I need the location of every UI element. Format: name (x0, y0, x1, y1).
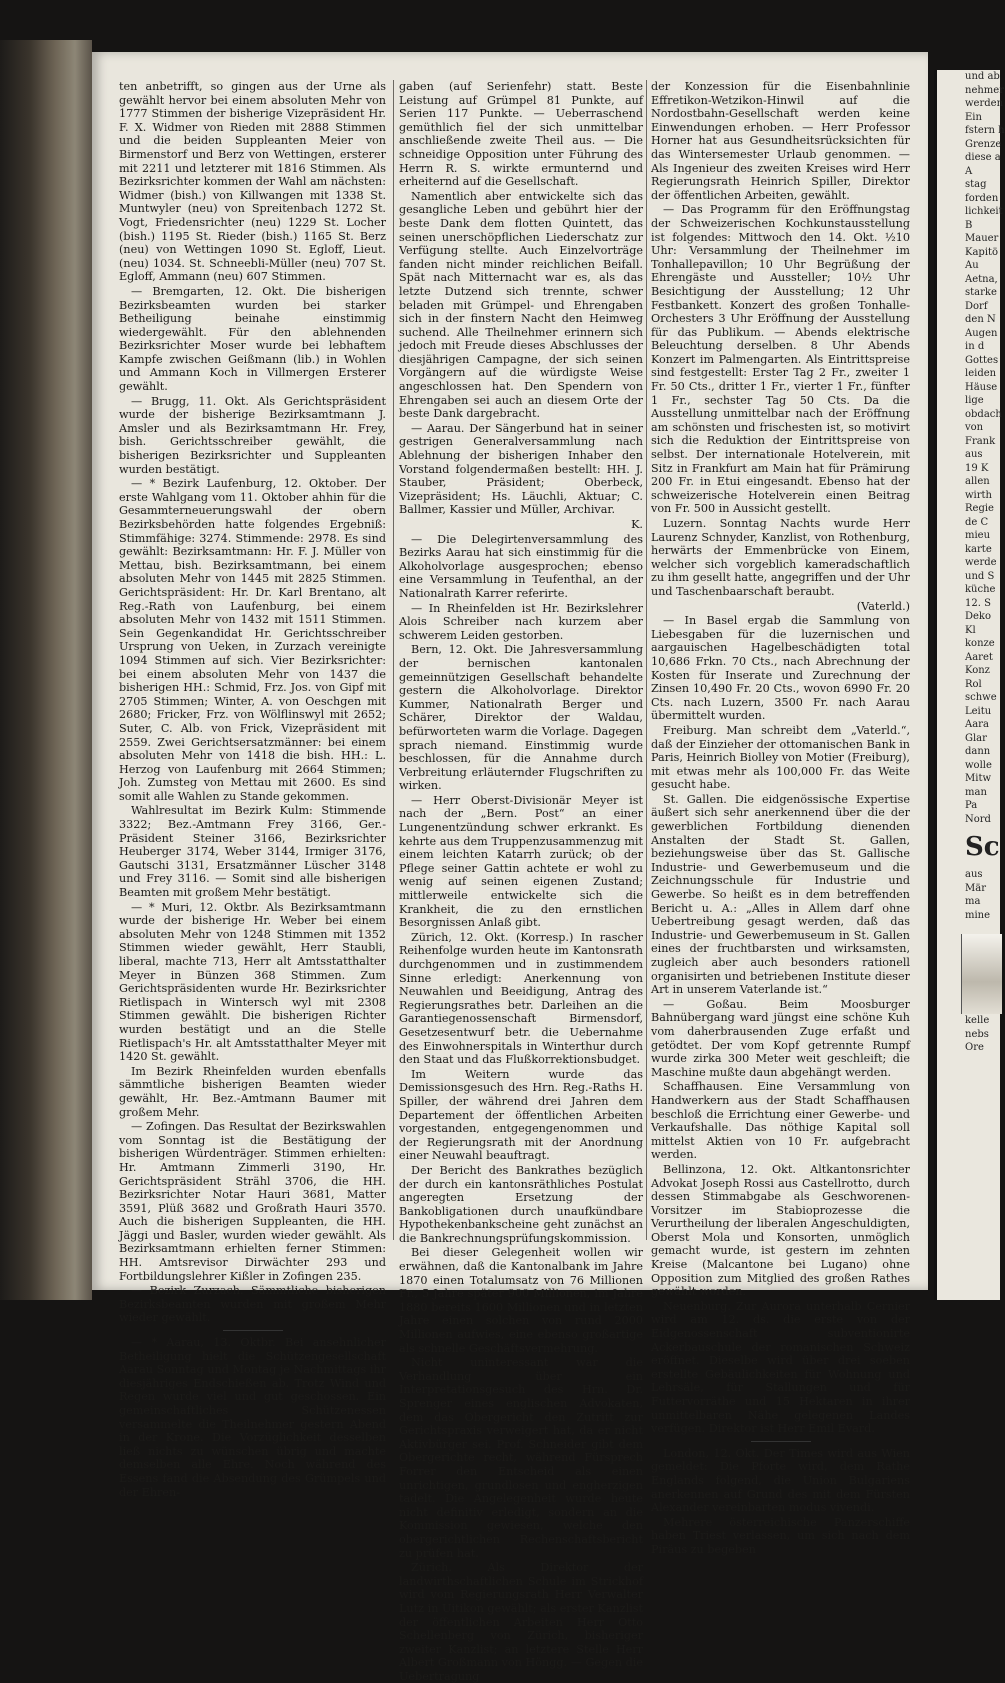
adjacent-page-fragment: kelle (965, 1015, 990, 1026)
adjacent-page-fragment: 12. S (965, 597, 991, 609)
adjacent-page-fragment: und ab (965, 71, 1000, 82)
adjacent-page-fragment: küche (965, 584, 996, 595)
adjacent-page-fragment: Sc (965, 832, 1000, 862)
adjacent-page-fragment: Dorf (965, 300, 988, 312)
adjacent-page-fragment: diese a (965, 152, 1001, 163)
adjacent-page-fragment: Mauer (965, 233, 999, 244)
adjacent-page-fragment: de C (965, 516, 989, 528)
article-paragraph: — In Rheinfelden ist Hr. Bezirkslehrer Alois Schreiber nach kurzem aber schwerem Leiden gestorben. (399, 601, 643, 642)
adjacent-page-fragment: in d (965, 341, 985, 352)
article-paragraph: Bei dieser Gelegenheit wollen wir erwähnen, daß die Kantonalbank im Jahre 1870 einen Totalumsatz von 76 Millionen Fr., 5 Jahre später 900 Millionen, im Jahre 1880 bereits 1600 Millionen und in letzten Jahre einen solchen von rund 2000 Millionen aufwies, eine ebenso großartige als schnelle Geschäftsvermehrung. (399, 1246, 643, 1355)
article-paragraph: — * Bezirk Laufenburg, 12. Oktober. Der erste Wahlgang vom 11. Oktober ahhin für die Gesammterneuerungswahl der obern Bezirksbehörden hatte folgendes Ergebniß: Stimmfähige: 3274. Stimmende: 2978. Es sind gewählt: Bezirksamtmann: Hr. F. J. Müller von Mettau, bish. Bezirksamtmann, bei einem absoluten Mehr von 1445 mit 2825 Stimmen. Gerichtspräsident: Hr. Dr. Karl Brentano, alt Reg.-Rath von Laufenburg, bei einem absoluten Mehr von 1432 mit 1511 Stimmen. Sein Gegenkandidat Hr. Gerichtsschreiber Ursprung von Ueken, in Zurzach vereinigte 1094 Stimmen auf sich. Vier Bezirksrichter: bei einem absoluten Mehr von 1437 die bisherigen HH.: Schmid, Frz. Jos. von Gipf mit 2705 Stimmen; Winter, A. von Oeschgen mit 2680; Fricker, Frz. von Wölflinswyl mit 2652; Suter, C. Alb. von Frick, Vizepräsident mit 2559. Zwei Gerichtsersatzmänner: bei einem absoluten Mehr von 1418 die bish. HH.: L. Herzog von Laufenburg mit 2664 Stimmen; Joh. Zumsteg von Mettau mit 2600. Es sind somit alle Wahlen zu Stande gekommen. (119, 477, 386, 803)
article-paragraph: St. Gallen. Die eidgenössische Expertise äußert sich sehr anerkennend über die der gewerblichen Fortbildung dienenden Anstalten der Stadt St. Gallen, beziehungsweise über das St. Gallische Industrie- und Gewerbemuseum und die Zeichnungsschule für Industrie und Gewerbe. So heißt es in dem betreffenden Bericht u. A.: „Alles in Allem darf ohne Uebertreibung gesagt werden, daß das Industrie- und Gewerbemuseum in St. Gallen eines der fruchtbarsten und wirksamsten, zugleich aber auch besonders rationell organisirten und betriebenen Institute dieser Art in unserem Vaterlande ist.“ (651, 792, 910, 997)
adjacent-page-fragment: nebs (965, 1028, 989, 1040)
article-paragraph: — * Aarau, 13. Oktbr. Bei ansehnlicher Betheiligung hielt die Schützengesellschaft Aarau Sonntag und Montag je Nachmittags ihr diesjähriges Endschießen ab. Trotz Wind und Regen wurde viel und gut geschossen. Ein gemeinschaftliches Schützenessen versammelte die Theilnehmer gestern Abend in der Krone. Die Vorzüglichkeit desselben ließ nichts zu wünschen übrig und machte demselben alle Ehre. Noch während des Essens fand die Absendung des Grümpels und der Ehren- (119, 1336, 386, 1499)
adjacent-page-fragment: Häuse (965, 381, 998, 393)
adjacent-page-fragment: den N (965, 314, 996, 325)
article-paragraph: Im Weitern wurde das Demissionsgesuch des Hrn. Reg.-Raths H. Spiller, der während drei Jahren dem Departement der öffentlichen Arbeiten vorgestanden, entgegengenommen und der Regierungsrath mit der Anordnung einer Neuwahl beauftragt. (399, 1067, 643, 1163)
adjacent-page-fragment: B (965, 219, 973, 231)
article-paragraph: Zürich, 12. Okt. (Korresp.) In rascher Reihenfolge wurden heute im Kantonsrath durchgenommen und in zustimmendem Sinne erledigt: Anerkennung von Neuwahlen und Beeidigung, Antrag des Regierungsrathes betr. Darleihen an die Garantiegenossenschaft Birmensdorf, Gesetzesentwurf betr. die Uebernahme des Einwohnerspitals in Winterthur durch den Staat und das Flußkorrektionsbudget. (399, 930, 643, 1067)
article-paragraph: gaben (auf Serienfehr) statt. Beste Leistung auf Grümpel 81 Punkte, auf Serien 117 Punkte. — Ueberraschend gemüthlich fiel der sich unmittelbar anschließende zweite Theil aus. — Die schneidige Opposition unter Führung des Herrn R. S. wirkte ermunternd und erheiternd auf die Gesellschaft. (399, 80, 643, 189)
article-paragraph: Der Bericht des Bankrathes bezüglich der durch ein kantonsräthliches Postulat angeregten Ersetzung der Bankobligationen durch unaufkündbare Hypothekenbankscheine geht zunächst an die Bankrechnungsprüfungskommission. (399, 1163, 643, 1245)
section-divider (223, 1330, 283, 1331)
adjacent-page-fragment: Mär (965, 882, 986, 894)
adjacent-page-fragment: lige (965, 395, 984, 406)
column-right (651, 80, 910, 1556)
article-paragraph: — Brugg, 11. Okt. Als Gerichtspräsident wurde der bisherige Bezirksamtmann J. Amsler und als Bezirksamtmann Hr. Frey, bish. Gerichtsschreiber gewählt, die bisherigen Bezirksrichter und Suppleanten wurden bestätigt. (119, 394, 386, 476)
adjacent-page-fragment: ma (965, 896, 981, 907)
adjacent-page-fragment: Mitw (965, 773, 992, 784)
adjacent-page-fragment: stag (965, 179, 987, 190)
adjacent-page-fragment: lichkeit (965, 206, 1003, 217)
article-paragraph: — Zofingen. Das Resultat der Bezirkswahlen vom Sonntag ist die Bestätigung der bisherigen Würdenträger. Stimmen erhielten: Hr. Amtmann Zimmerli 3190, Hr. Gerichtspräsident Strähl 3706, die HH. Bezirksrichter Notar Hauri 3681, Matter 3591, Plüß 3682 und Großrath Hauri 3570. Auch die bisherigen Suppleanten, die HH. Jäggi und Basler, wurden wieder gewählt. Als Bezirksamtmann erhielten ferner Stimmen: HH. Amtsrevisor Dirwächter 293 und Fortbildungslehrer Kißler in Zofingen 235. (119, 1120, 386, 1283)
adjacent-page-fragment: Aetna, (965, 273, 998, 285)
adjacent-page-fragment: werde (965, 557, 997, 568)
adjacent-page-fragment: Pa (965, 800, 978, 811)
adjacent-page-fragment: Frank (965, 435, 996, 447)
adjacent-page-fragment: forden (965, 192, 999, 204)
column-rule (393, 80, 394, 1240)
article-paragraph: Bern, 12. Okt. Die Jahresversammlung der bernischen kantonalen gemeinnützigen Gesellschaft behandelte gestern die Alkoholvorlage. Direktor Kummer, Nationalrath Berger und Schärer, Direktor der Waldau, befürworteten warm die Vorlage. Dagegen sprach niemand. Einstimmig wurde beschlossen, für die Annahme durch Verbreitung erläuternder Flugschriften zu wirken. (399, 643, 643, 793)
article-paragraph: — * Muri, 12. Oktbr. Als Bezirksamtmann wurde der bisherige Hr. Weber bei einem absoluten Mehr von 1248 Stimmen mit 1352 Stimmen wieder gewählt, Herr Staubli, liberal, machte 713, Herr alt Amtsstatthalter Meyer in Bünzen 368 Stimmen. Zum Gerichtspräsidenten wurde Hr. Bezirksrichter Rietlispach in Wintersch wyl mit 2308 Stimmen gewählt. Die bisherigen Richter wurden bestätigt und an die Stelle Rietlispach's Hr. alt Amtsstatthalter Meyer mit 1420 St. gewählt. (119, 900, 386, 1064)
article-paragraph: — Die Delegirtenversammlung des Bezirks Aarau hat sich einstimmig für die Alkoholvorlage ausgesprochen; ebenso eine Versammlung in Teufenthal, an der Nationalrath Karrer referirte. (399, 532, 643, 600)
adjacent-page-fragment: Aaret (965, 651, 993, 663)
article-paragraph: Freiburg. Man schreibt dem „Vaterld.“, daß der Einzieher der ottomanischen Bank in Paris, Heinrich Biolley von Motier (Freiburg), mit etwas mehr als 100,000 Fr. das Weite gesucht habe. (651, 723, 910, 792)
adjacent-page-fragment: Gottes (965, 354, 999, 366)
adjacent-page-fragment: Rol (965, 678, 982, 690)
adjacent-page-fragment: 19 K (965, 462, 989, 474)
adjacent-page-fragment: Konz (965, 665, 990, 676)
adjacent-page-fragment: man (965, 786, 987, 798)
article-paragraph: — Aarau. Der Sängerbund hat in seiner gestrigen Generalversammlung nach Ablehnung der bisherigen Inhaber den Vorstand folgendermaßen bestellt: HH. J. Stauber, Präsident; Oberbeck, Vizepräsident; Hs. Läuchli, Aktuar; C. Ballmer, Kassier und Müller, Archivar. (399, 421, 643, 517)
adjacent-page-fragment: wirth (965, 489, 992, 501)
adjacent-page-fragment: Aara (965, 719, 989, 730)
article-paragraph: Schaffhausen. Eine Versammlung von Handwerkern aus der Stadt Schaffhausen beschloß die Errichtung einer Gewerbe- und Verkaufshalle. Das nöthige Kapital soll mittelst Aktien von 10 Fr. aufgebracht werden. (651, 1080, 910, 1162)
adjacent-page-fragment: Augen (965, 327, 998, 339)
article-paragraph: Zürich. Als Direktor der landwirthschaftlichen Schule im Strickhof wird vom Regierungsrath Herr Verwalter Lutz in Uitikon gewählt; als erster Kanzlist der öffentlichen Arbeiten Herr Otto Schellenberg von Zürich, bisheriger zweiter Kanzlist; an letztere Stelle Herr Albert Großmann von Höngg. — Gegen die Uebertragung (399, 1561, 643, 1683)
advertisement-image (961, 934, 1002, 1014)
adjacent-page-fragment: Regie (965, 503, 994, 514)
article-paragraph: — In Basel ergab die Sammlung von Liebesgaben für die luzernischen und aargauischen Hagelbeschädigten total 10,686 Frkn. 70 Cts., nach Abrechnung der Kosten für Inserate und Zurechnung der Zinsen 10,490 Fr. 20 Cts., wovon 6990 Fr. 20 Cts. nach Luzern, 3500 Fr. nach Aarau übermittelt wurden. (651, 614, 910, 723)
adjacent-page-fragment: Leitu (965, 705, 992, 717)
adjacent-page-fragment: aus (965, 869, 983, 880)
adjacent-page-fragment: Ein (965, 111, 982, 123)
article-paragraph: Bellinzona, 12. Okt. Altkantonsrichter Advokat Joseph Rossi aus Castellrotto, durch dessen Stimmabgabe als Geschworenen-Vorsitzer im Stabioprozesse die Verurtheilung der liberalen Angeschuldigten, Oberst Mola und Konsorten, unmöglich gemacht wurde, ist gestern im zehnten Kreise (Malcantone bei Lugano) ohne Opposition zum Mitglied des großen Rathes gewählt worden. (651, 1162, 910, 1299)
section-divider (751, 1441, 811, 1442)
article-paragraph: — Bremgarten, 12. Okt. Die bisherigen Bezirksbeamten wurden bei starker Betheiligung beinahe einstimmig wiedergewählt. Für den ablehnenden Bezirksrichter Moser wurde bei lebhaftem Kampfe zwischen Geißmann (lib.) in Wohlen und Ammann Koch in Villmergen Ersterer gewählt. (119, 284, 386, 394)
adjacent-page-fragment: Kl (965, 624, 976, 636)
adjacent-page-fragment: A (965, 165, 973, 177)
article-paragraph: Mehrere österreichische Panzerschiffe haben Triest verlassen, um sich nach dem Piräus zu begeben (651, 1515, 910, 1556)
article-paragraph: Im Bezirk Rheinfelden wurden ebenfalls sämmtliche bisherigen Beamten wieder gewählt, Hr. Bez.-Amtmann Baumer mit großem Mehr. (119, 1064, 386, 1119)
adjacent-page-fragment: starke (965, 287, 997, 298)
article-paragraph: Nicht uninteressant war die Verhandlung über ein Interpretationsgesuch des Hrn. Dr. Sprenger eines englischen Advokaten, dem das Obergericht den Zutritt zur Gerichtspraxis verweigert hat, da er nicht Aktivbürger sei. Prof. Schneider gibt dem Obergerichte recht, während Fürsprech Forrer den Entscheid als einen unrichtigen, grundlosen und engherzigen tadelt. Die Angelegenheit wurde heute nicht definitiv erledigt, sondern an die Kommission gewiesen, welche den obergerichtlichen Rechenschaftsbericht zu prüfen hat. (399, 1356, 643, 1560)
column-middle (399, 80, 643, 1683)
adjacent-page-edge (934, 70, 1005, 1300)
article-paragraph: London, 12. Okt. Der Times wird aus Wien gemeldet: Die Pforte wird, dem Rathe Englands folgend, die Union Bulgariens anerkennen auf Grund des mit dem Fürsten Alexander vereinbarten modus vivendi. (651, 1446, 910, 1515)
adjacent-page-fragment: fstern h (965, 125, 1005, 136)
adjacent-page-fragment: Glar (965, 732, 987, 744)
article-paragraph: — Herr Oberst-Divisionär Meyer ist nach der „Bern. Post“ an einer Lungenentzündung schwer erkrankt. Es kehrte aus dem Truppenzusammenzug mit einem leichten Katarrh zurück; ob der Pflege seiner Gattin achtete er wohl zu wenig auf seinen eigenen Zustand; mittlerweile entwickelte sich die Krankheit, die zu den ernstlichen Besorgnissen Anlaß gibt. (399, 793, 643, 930)
article-paragraph: der Konzession für die Eisenbahnlinie Effretikon-Wetzikon-Hinwil auf die Nordostbahn-Gesellschaft werden keine Einwendungen erhoben. — Herr Professor Horner hat aus Gesundheitsrücksichten für das Wintersemester Urlaub genommen. — Als Ingenieur des zweiten Kreises wird Herr Regierungsrath Heinrich Spiller, Direktor der öffentlichen Arbeiten, gewählt. (651, 80, 910, 202)
article-paragraph: ten anbetrifft, so gingen aus der Urne als gewählt hervor bei einem absoluten Mehr von 1777 Stimmen der bisherige Vizepräsident Hr. F. X. Widmer von Rieden mit 2888 Stimmen und die beiden Suppleanten Meier von Birmenstorf und Berz von Wettingen, ersterer mit 2211 und letzterer mit 1816 Stimmen. Als Bezirksrichter kommen der Wahl am nächsten: Widmer (bish.) von Killwangen mit 1338 St. Muntwyler (neu) von Spreitenbach 1272 St. Vogt, Friedensrichter (neu) 1229 St. Locher (bish.) 1195 St. Rieder (bish.) 1165 St. Berz (neu) von Wettingen 1090 St. Egloff, Lieut. (neu) 1034. St. Schneebli-Müller (neu) 707 St. Egloff, Ammann (neu) 607 Stimmen. (119, 80, 386, 284)
adjacent-page-fragment: dann (965, 746, 991, 757)
adjacent-page-fragment: leiden (965, 368, 997, 379)
adjacent-page-fragment: mieu (965, 530, 991, 541)
article-paragraph: Namentlich aber entwickelte sich das gesangliche Leben und gebührt hier der beste Dank dem flotten Quintett, das seinen unerschöpflichen Liederschatz zur Verfügung stellte. Auch Einzelvorträge fanden nicht minder reichlichen Beifall. Spät nach Mitternacht war es, als das letzte Dutzend sich trennte, schwer beladen mit Grümpel- und Ehrengaben sich in der finstern Nacht den Heimweg suchend. Alle Theilnehmer erinnern sich jedoch mit Freude dieses Abschlusses der diesjährigen Campagne, der sich seinen Vorgängern auf die würdigste Weise angeschlossen hat. Den Spendern von Ehrengaben sei auch an diesem Orte der beste Dank dargebracht. (399, 189, 643, 421)
adjacent-page-fragment: obdach (965, 408, 1002, 420)
adjacent-page-fragment: Grenze (965, 138, 1002, 150)
article-paragraph: Wahlresultat im Bezirk Kulm: Stimmende 3322; Bez.-Amtmann Frey 3166, Ger.-Präsident Steiner 3166, Bezirksrichter Heuberger 3174, Weber 3144, Irmiger 3176, Gautschi 3131, Ersatzmänner Lüscher 3148 und Frey 3116. — Somit sind alle bisherigen Beamten mit großem Mehr bestätigt. (119, 804, 386, 900)
adjacent-page-fragment: Kapitö (965, 246, 999, 258)
adjacent-page-fragment: und S (965, 570, 995, 582)
adjacent-page-fragment: mine (965, 909, 991, 921)
article-paragraph: — Bezirk Zurzach. Sämmtliche bisherigen Bezirksbeamten wurden mit großem Mehr wieder gewählt. (119, 1284, 386, 1325)
adjacent-page-fragment: von (965, 422, 984, 433)
column-rule (646, 80, 647, 1240)
adjacent-page-fragment: allen (965, 476, 990, 487)
article-signature: K. (631, 518, 643, 531)
article-paragraph: Neuenburg. Zur Aurora unterhalb Cernier wird am 12. ds. die erste von der Eidgenossenschaft subventionirte Ackerbauschule der romanischen Schweiz eröffnet. Dieselbe wird über drei soeben erstellte Gebäulichkeiten für Wohnung und Lehrsäle, für Stallungen und für Futtervorräthe und 15 Hektaren in ihrer unmittelbaren Nähe gelegenen Landes verfügen. Direktor ist Herr Emil Evard. (651, 1299, 910, 1436)
adjacent-page-fragment: karte (965, 543, 992, 555)
adjacent-page-fragment: Au (965, 260, 979, 271)
adjacent-page-fragment: aus (965, 449, 983, 460)
adjacent-page-fragment: schwe (965, 692, 997, 703)
adjacent-page-fragment: Nord (965, 813, 991, 825)
adjacent-page-fragment: nehmer (965, 84, 1004, 96)
article-paragraph: Luzern. Sonntag Nachts wurde Herr Laurenz Schnyder, Kanzlist, von Rothenburg, herwärts der Emmenbrücke von Einem, welcher sich vorgeblich kameradschaftlich zu ihm gesellt hatte, angegriffen und der Uhr und Taschenbaarschaft beraubt. (651, 517, 910, 598)
article-paragraph: — Das Programm für den Eröffnungstag der Schweizerischen Kochkunstausstellung ist folgendes: Mittwoch den 14. Okt. ½10 Uhr: Versammlung der Theilnehmer im Tonhallepavillon; 10 Uhr Begrüßung der Ehrengäste und Aussteller; 10½ Uhr Besichtigung der Ausstellung; 12 Uhr Festbankett. Konzert des großen Tonhalle-Orchesters 3 Uhr Eröffnung der Ausstellung für das Publikum. — Abends elektrische Beleuchtung derselben. 8 Uhr Abends Konzert im Palmengarten. Als Eintrittspreise sind festgestellt: Erster Tag 2 Fr., zweiter 1 Fr. 50 Cts., dritter 1 Fr., vierter 1 Fr., fünfter 1 Fr., sechster Tag 50 Cts. Da die Ausstellung unmittelbar nach der Eröffnung am schönsten und frischesten ist, so motivirt sich die Reduktion der Eintrittspreise von selbst. Der internationale Hotelverein, mit Sitz in Frankfurt am Main hat für Prämirung 200 Fr. in Etui eingesandt. Ebenso hat der schweizerische Hotelverein einen Beitrag von Fr. 500 in Aussicht gestellt. (651, 203, 910, 516)
adjacent-page-fragment: konze (965, 638, 995, 649)
book-binding (0, 40, 92, 1300)
article-paragraph: — Goßau. Beim Moosburger Bahnübergang ward jüngst eine schöne Kuh vom daherbrausenden Zuge erfaßt und getödtet. Der vom Kopf getrennte Rumpf wurde zirka 300 Meter weit geschleift; die Maschine mußte daun abgehängt werden. (651, 997, 910, 1079)
adjacent-page-fragment: werden (965, 98, 1004, 109)
column-left (119, 80, 386, 1499)
adjacent-page-fragment: Deko (965, 611, 992, 622)
adjacent-page-fragment: Ore (965, 1042, 984, 1053)
adjacent-page-fragment: wolle (965, 759, 992, 771)
article-signature: (Vaterld.) (856, 599, 910, 613)
